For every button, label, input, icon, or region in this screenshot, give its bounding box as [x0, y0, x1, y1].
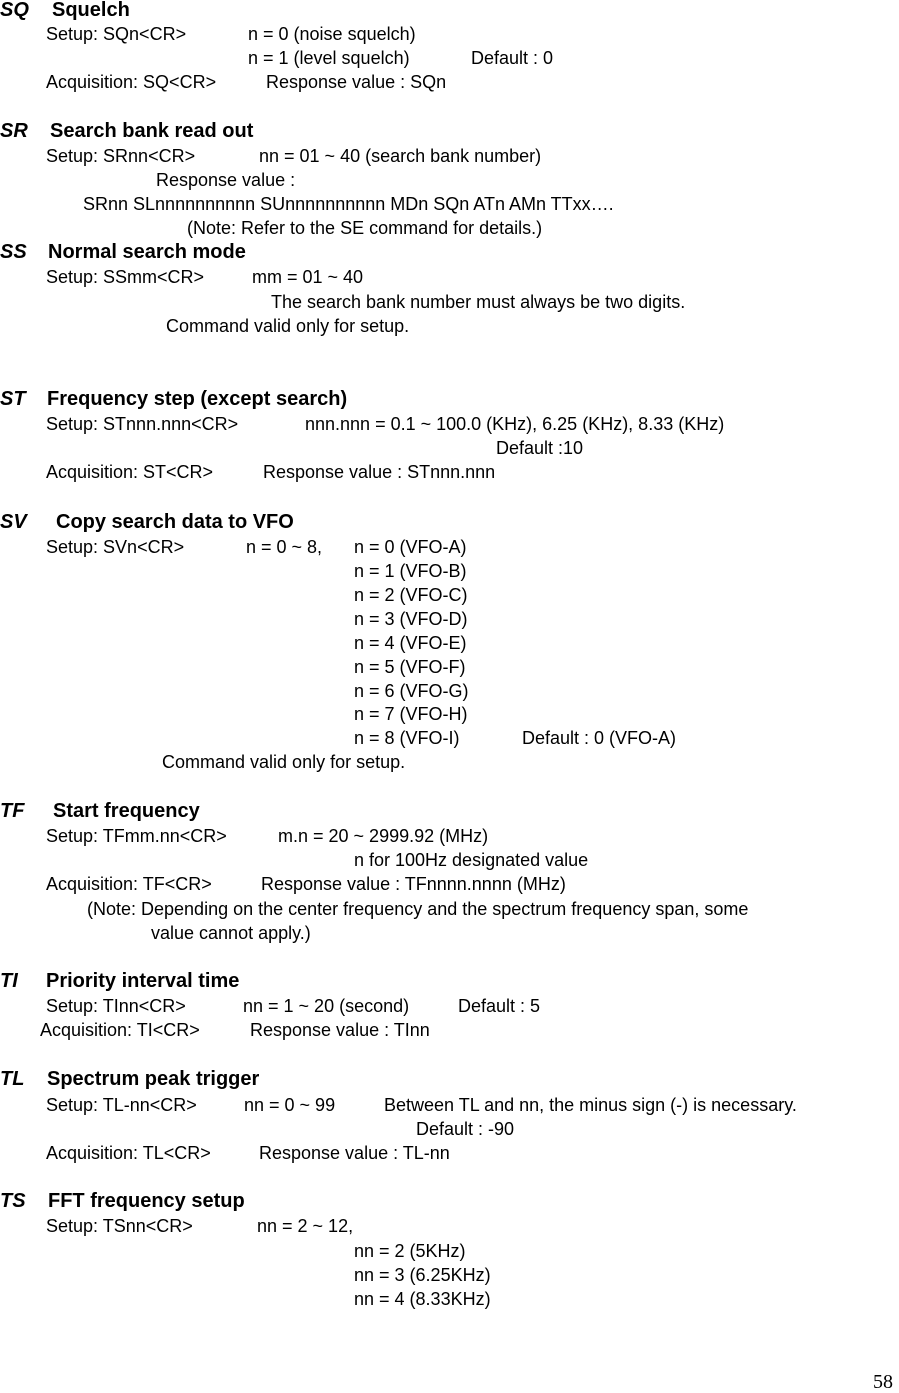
ss-note: The search bank number must always be two digits. [271, 292, 686, 312]
sv-option: n = 5 (VFO-F) [354, 657, 466, 677]
ti-heading [0, 970, 239, 992]
ti-response: Response value : TInn [250, 1020, 430, 1040]
ss-setup: Setup: SSmm<CR> [46, 267, 205, 287]
tl-setup: Setup: TL-nn<CR> [46, 1095, 197, 1115]
sq-default: Default : 0 [471, 48, 554, 68]
tf-note-continued: value cannot apply.) [151, 923, 311, 943]
sr-range: nn = 01 ~ 40 (search bank number) [259, 146, 542, 166]
sv-option: n = 4 (VFO-E) [354, 633, 467, 653]
tl-response: Response value : TL-nn [259, 1143, 450, 1163]
sv-heading [0, 511, 294, 533]
st-acquisition: Acquisition: ST<CR> [46, 462, 214, 482]
sr-heading [0, 120, 253, 142]
ts-option: nn = 3 (6.25KHz) [354, 1265, 491, 1285]
sq-response: Response value : SQn [266, 72, 447, 92]
tf-heading [0, 800, 200, 822]
st-range: nnn.nnn = 0.1 ~ 100.0 (KHz), 6.25 (KHz), 8.33 (KHz) [305, 414, 725, 434]
command-title: Frequency step (except search) [47, 388, 348, 410]
tf-range-detail: n for 100Hz designated value [354, 850, 589, 870]
sq-option: n = 1 (level squelch) [248, 48, 410, 68]
ts-option: nn = 2 (5KHz) [354, 1241, 466, 1261]
sv-option: n = 0 (VFO-A) [354, 537, 467, 557]
page-number: 58 [873, 1371, 893, 1393]
sr-note: (Note: Refer to the SE command for details.) [187, 218, 543, 238]
ti-default: Default : 5 [458, 996, 541, 1016]
sv-default: Default : 0 (VFO-A) [522, 728, 677, 748]
sq-option: n = 0 (noise squelch) [248, 24, 416, 44]
ts-range: nn = 2 ~ 12, [257, 1216, 354, 1236]
tf-setup: Setup: TFmm.nn<CR> [46, 826, 227, 846]
ss-range: mm = 01 ~ 40 [252, 267, 364, 287]
tl-range: nn = 0 ~ 99 [244, 1095, 336, 1115]
command-title: Priority interval time [46, 970, 240, 992]
command-title: Start frequency [53, 800, 200, 822]
sv-option: n = 3 (VFO-D) [354, 609, 468, 629]
command-code: TS [0, 1190, 26, 1212]
sv-option: n = 6 (VFO-G) [354, 681, 469, 701]
command-code: SR [0, 120, 28, 142]
command-code: TL [0, 1068, 25, 1090]
tl-heading [0, 1068, 259, 1090]
command-code: TI [0, 970, 18, 992]
command-title: FFT frequency setup [48, 1190, 245, 1212]
command-title: Copy search data to VFO [56, 511, 294, 533]
command-title: Squelch [52, 0, 130, 21]
sv-option: n = 2 (VFO-C) [354, 585, 468, 605]
st-default: Default :10 [496, 438, 584, 458]
command-title: Normal search mode [48, 241, 246, 263]
sv-setup: Setup: SVn<CR> [46, 537, 185, 557]
sr-response-label: Response value : [156, 170, 296, 190]
ti-acquisition: Acquisition: TI<CR> [40, 1020, 200, 1040]
tl-acquisition: Acquisition: TL<CR> [46, 1143, 211, 1163]
command-code: SS [0, 241, 27, 263]
sr-response-value: SRnn SLnnnnnnnnnn SUnnnnnnnnnn MDn SQn ATn AMn TTxx…. [83, 194, 614, 214]
ti-range: nn = 1 ~ 20 (second) [243, 996, 410, 1016]
ss-valid-note: Command valid only for setup. [166, 316, 410, 336]
sv-option: n = 7 (VFO-H) [354, 704, 468, 724]
sr-setup: Setup: SRnn<CR> [46, 146, 196, 166]
sq-heading [0, 0, 130, 21]
tl-default: Default : -90 [416, 1119, 515, 1139]
tf-acquisition: Acquisition: TF<CR> [46, 874, 212, 894]
command-code: ST [0, 388, 26, 410]
command-title: Spectrum peak trigger [47, 1068, 260, 1090]
command-title: Search bank read out [50, 120, 254, 142]
tf-response: Response value : TFnnnn.nnnn (MHz) [261, 874, 566, 894]
tf-note: (Note: Depending on the center frequency and the spectrum frequency span, some [87, 899, 749, 919]
ts-heading [0, 1190, 245, 1212]
sq-setup: Setup: SQn<CR> [46, 24, 187, 44]
sv-option: n = 8 (VFO-I) [354, 728, 460, 748]
ts-option: nn = 4 (8.33KHz) [354, 1289, 491, 1309]
command-code: TF [0, 800, 25, 822]
st-response: Response value : STnnn.nnn [263, 462, 496, 482]
sv-option: n = 1 (VFO-B) [354, 561, 467, 581]
sv-valid-note: Command valid only for setup. [162, 752, 406, 772]
st-setup: Setup: STnnn.nnn<CR> [46, 414, 239, 434]
sv-range: n = 0 ~ 8, [246, 537, 323, 557]
command-code: SV [0, 511, 27, 533]
ss-heading [0, 241, 246, 263]
tf-range: m.n = 20 ~ 2999.92 (MHz) [278, 826, 489, 846]
command-code: SQ [0, 0, 29, 21]
st-heading [0, 388, 347, 410]
sq-acquisition: Acquisition: SQ<CR> [46, 72, 217, 92]
ts-setup: Setup: TSnn<CR> [46, 1216, 193, 1236]
ti-setup: Setup: TInn<CR> [46, 996, 186, 1016]
tl-note: Between TL and nn, the minus sign (-) is necessary. [384, 1095, 797, 1115]
